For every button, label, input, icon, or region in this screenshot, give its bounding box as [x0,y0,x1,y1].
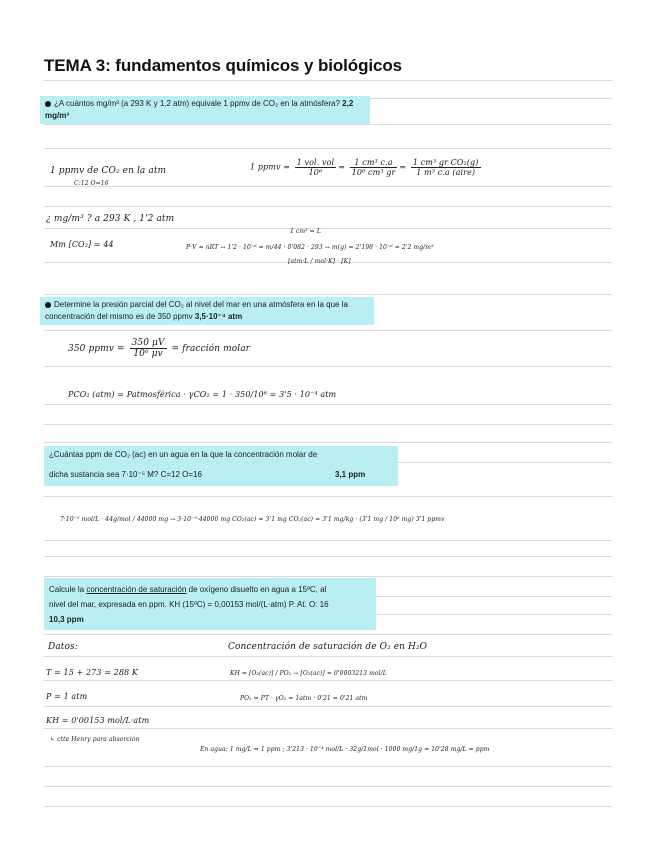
question-4-answer: 10,3 ppm [49,615,84,624]
ruled-line [44,786,612,787]
question-4-box [44,578,376,630]
ruled-line [44,330,612,331]
q1-work-line3-top: 1 cm³ = L [290,228,321,235]
ruled-line [44,148,612,149]
q1-work-line1-right: 1 ppmv = $\frac{\text{1 vol. vol}}{\text{10⁶}}$ = $\frac{\text{1 cm³ c.a}}{\text{10⁶ cm³ gr}}$ = $\frac{\text{1 cm³ gr CO₂(g)}}{\text{1 m³ c.a (aire)}}$ [250,158,479,177]
ruled-line [44,124,612,125]
ruled-line [44,766,612,767]
q1-frac-3: $\frac{\text{1 cm³ gr CO₂(g)}}{\text{1 m³ c.a (aire)}}$ [412,158,479,177]
question-3-answer: 3,1 ppm [335,470,366,479]
ruled-line [44,442,612,443]
ruled-line [44,496,612,497]
q2-ppmv: 350 ppmv = [68,344,125,354]
q4-po2: PO₂ = PT · γO₂ = 1atm · 0'21 = 0'21 atm [240,695,368,702]
ruled-line [44,576,612,577]
q2-work-line2: PCO₂ (atm) = Patmosférica · γCO₂ = 1 · 350/10⁶ = 3'5 · 10⁻⁴ atm [68,390,337,399]
question-3-text-line1: ¿Cuántas ppm de CO₂ (ac) en un agua en la que la concentración molar de [49,450,318,459]
q1-work-line2: ¿ mg/m³ ? a 293 K , 1'2 atm [46,214,175,224]
question-3-text-line2: dicha sustancia sea 7·10⁻⁵ M? C=12 O=16 3,1 ppm [49,470,366,479]
q1-frac-2: $\frac{\text{1 cm³ c.a}}{\text{10⁶ cm³ gr}}$ [351,158,396,177]
ruled-line [44,706,612,707]
question-1-text: ¿A cuántos mg/m³ (a 293 K y 1,2 atm) equivale 1 ppmv de CO₂ en la atmósfera? [54,99,340,108]
q4-kh-expr: KH = [O₂(ac)] / PO₂ → [O₂(ac)] = 0'0003213 mol/L [230,670,387,677]
q3-work-line1: 7·10⁻⁵ mol/L · 44g/mol / 44000 mg → 3·10⁻⁵·44000 mg CO₂(ac) = 3'1 mg CO₂(ac) = 3'1 mg/kg · (3'1 mg / 10⁶ mg) 3'1 ppmv [60,516,445,523]
ruled-line [44,186,612,187]
page-title: TEMA 3: fundamentos químicos y biológicos [44,56,402,75]
ruled-line [44,404,612,405]
q1-work-line3-left: Mm [CO₂] = 44 [50,240,114,249]
ruled-line [44,294,612,295]
q4-agua: En agua: 1 mg/L = 1 ppm ; 3'213 · 10⁻⁴ mol/L · 32g/1mol · 1000 mg/1g = 10'28 mg/L = ppm [200,746,490,753]
q1-work-line1-sub: C:12 O=16 [74,180,109,187]
ruled-line [44,656,612,657]
question-1-box [40,96,370,124]
q2-fraccion-molar: = fracción molar [171,344,251,354]
q4-kh-note: ↳ ctte Henry para absorción [50,736,140,743]
question-2-answer: 3,5·10⁻⁴ atm [194,312,243,321]
question-2-box [40,297,374,325]
question-4-text-line2: nivel del mar, expresada en ppm. KH (15ºC) = 0,00153 mol/(L·atm) P. At. O: 16 [49,600,329,609]
ruled-line [44,728,612,729]
q4-heading: Concentración de saturación de O₂ en H₂O [228,642,428,652]
ruled-line [44,540,612,541]
q4-t: T = 15 + 273 = 288 K [46,668,138,677]
ruled-line [44,366,612,367]
ruled-line [44,680,612,681]
ruled-line [44,634,612,635]
q4-kh: KH = 0'00153 mol/L·atm [46,716,150,725]
ruled-line [44,228,612,229]
question-3-box [44,446,398,486]
ruled-line [44,206,612,207]
q4-datos: Datos: [48,642,78,652]
question-2-text: Determine la presión parcial del CO₂ al nivel del mar en una atmósfera en la que la concentración del mismo es de 350 ppmv [45,300,348,321]
q2-frac: $\frac{350 \mu V}{\text{10⁶ μv}}$ [131,338,165,359]
bullet-icon [45,101,51,107]
q2-work-line1 [68,338,250,359]
q1-frac-1: $\frac{\text{1 vol. vol}}{\text{10⁶}}$ [296,158,335,177]
ruled-line [44,556,612,557]
ruled-line [44,424,612,425]
ruled-line [44,806,612,807]
q1-ppm-label: 1 ppmv = [250,162,291,172]
q4-p: P = 1 atm [46,692,88,701]
q1-work-line3-right: P·V = nRT → 1'2 · 10⁻⁶ = m/44 · 0'082 · 293 → m(g) = 2'198 · 10⁻⁶ = 2'2 mg/m³ [186,244,434,251]
question-4-text-line1: Calcule la concentración de saturación de oxígeno disuelto en agua a 15ºC, al [49,585,327,594]
q1-work-line1-left: 1 ppmv de CO₂ en la atm [50,166,167,176]
bullet-icon [45,302,51,308]
q1-work-line3-sub: [atm·L / mol·K] · [K] [288,258,351,265]
question-1-answer: 2,2 mg/m³ [45,99,354,120]
ruled-line [44,80,612,81]
